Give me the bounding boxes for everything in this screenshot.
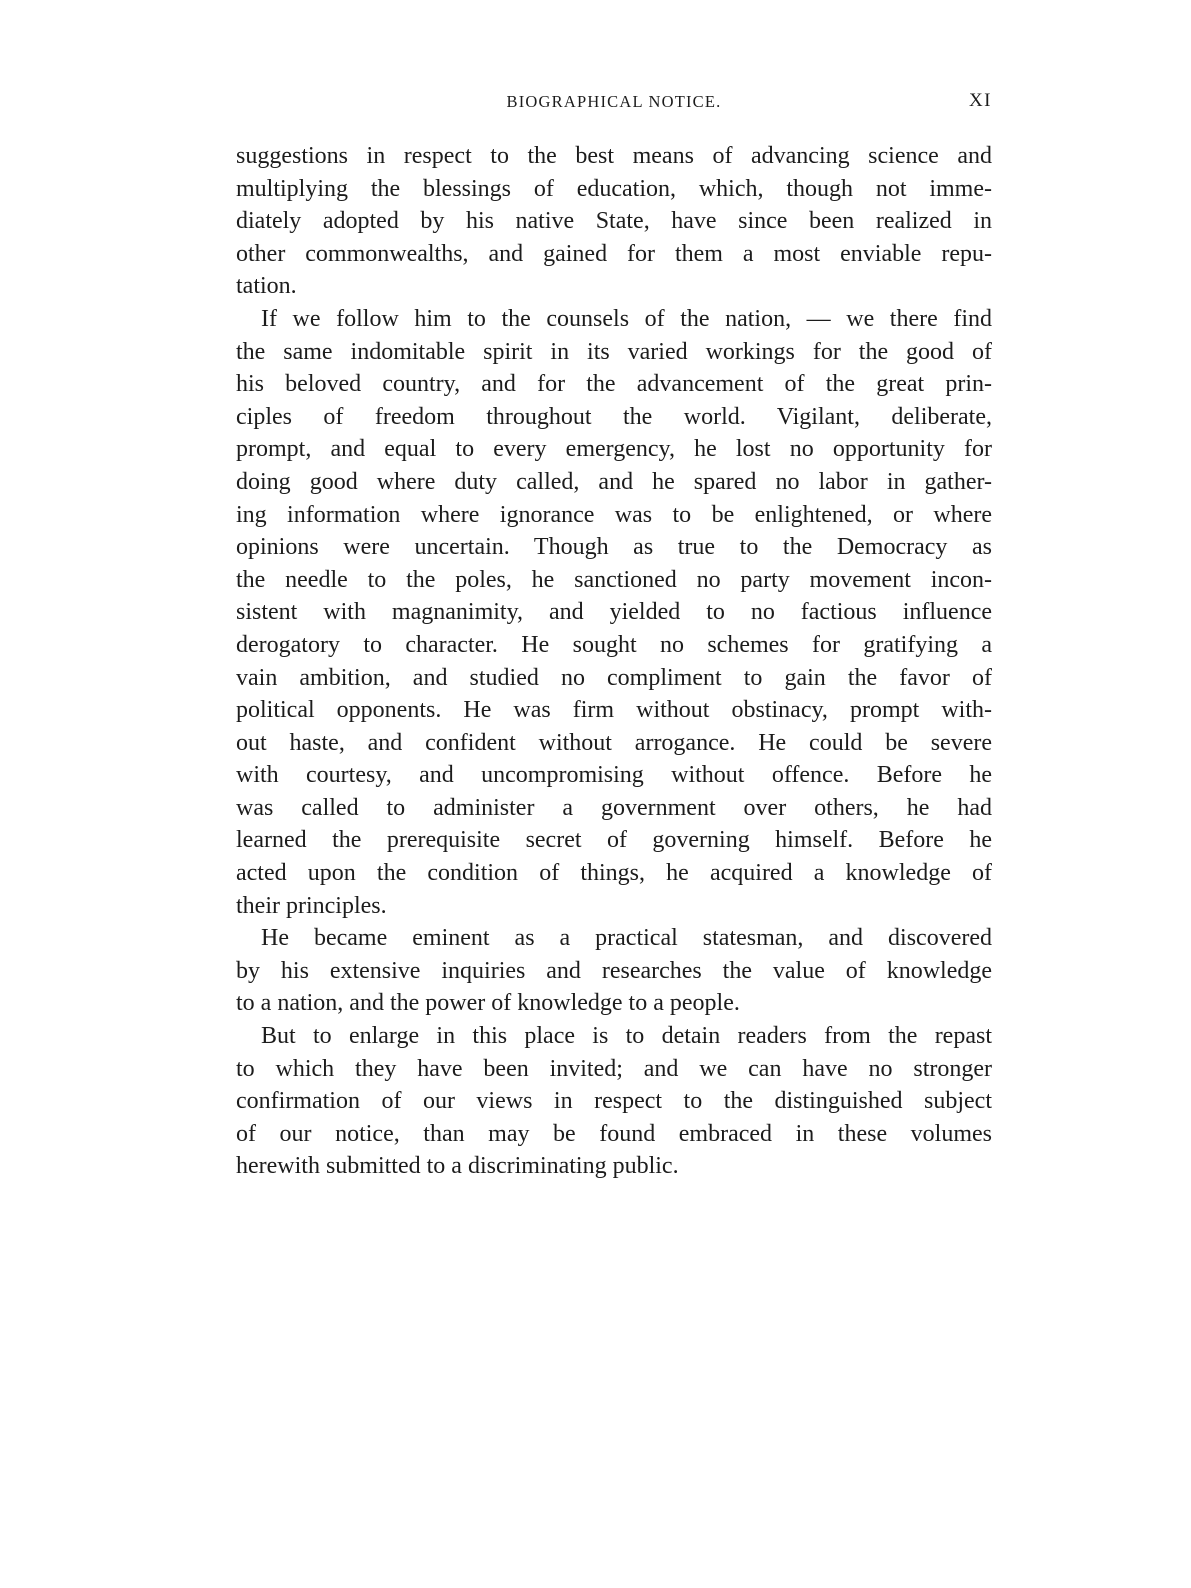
running-title: BIOGRAPHICAL NOTICE. xyxy=(506,92,722,111)
paragraph-2 xyxy=(236,303,992,922)
text-line: prompt, and equal to every emergency, he lost no opportunity for xyxy=(236,436,992,463)
text-line: the same indomitable spirit in its varied workings for the good of xyxy=(236,338,992,365)
text-line: multiplying the blessings of education, which, though not imme- xyxy=(236,175,992,202)
running-head xyxy=(236,88,992,114)
text-line: opinions were uncertain. Though as true to the Democracy as xyxy=(236,534,992,561)
text-line: herewith submitted to a discriminating public. xyxy=(236,1153,679,1180)
text-line: to a nation, and the power of knowledge to a people. xyxy=(236,990,740,1017)
paragraph-3 xyxy=(236,922,992,1020)
paragraph-4 xyxy=(236,1020,992,1183)
text-line: political opponents. He was firm without obstinacy, prompt with- xyxy=(236,697,992,724)
text-line: vain ambition, and studied no compliment to gain the favor of xyxy=(236,664,992,691)
text-line: sistent with magnanimity, and yielded to no factious influence xyxy=(236,599,992,626)
text-line: out haste, and confident without arrogance. He could be severe xyxy=(236,729,992,756)
text-line: was called to administer a government over others, he had xyxy=(236,794,992,821)
text-line: of our notice, than may be found embraced in these volumes xyxy=(236,1120,992,1147)
text-line: acted upon the condition of things, he acquired a knowledge of xyxy=(236,860,992,887)
text-line: confirmation of our views in respect to the distinguished subject xyxy=(236,1088,992,1115)
text-line: doing good where duty called, and he spared no labor in gather- xyxy=(236,468,992,495)
text-line: the needle to the poles, he sanctioned no party movement incon- xyxy=(236,566,992,593)
text-line: diately adopted by his native State, have since been realized in xyxy=(236,208,992,235)
text-line: But to enlarge in this place is to detain readers from the repast xyxy=(261,1023,992,1050)
text-line: He became eminent as a practical statesman, and discovered xyxy=(261,925,992,952)
page-number: XI xyxy=(968,90,992,111)
text-line: their principles. xyxy=(236,892,387,919)
text-line: derogatory to character. He sought no schemes for gratifying a xyxy=(236,631,992,658)
text-line: ing information where ignorance was to be enlightened, or where xyxy=(236,501,992,528)
text-line: ciples of freedom throughout the world. Vigilant, deliberate, xyxy=(236,403,992,430)
text-line: learned the prerequisite secret of governing himself. Before he xyxy=(236,827,992,854)
text-line: suggestions in respect to the best means of advancing science and xyxy=(236,143,992,169)
text-line: to which they have been invited; and we can have no stronger xyxy=(236,1055,992,1082)
text-line: tation. xyxy=(236,273,297,300)
text-line: If we follow him to the counsels of the nation, — we there find xyxy=(261,305,992,332)
body-text xyxy=(236,140,992,1183)
text-line: other commonwealths, and gained for them a most enviable repu- xyxy=(236,240,992,267)
text-line: with courtesy, and uncompromising without offence. Before he xyxy=(236,762,992,789)
text-line: by his extensive inquiries and researches the value of knowledge xyxy=(236,957,992,984)
text-line: his beloved country, and for the advancement of the great prin- xyxy=(236,371,992,398)
paragraph-1 xyxy=(236,140,992,303)
